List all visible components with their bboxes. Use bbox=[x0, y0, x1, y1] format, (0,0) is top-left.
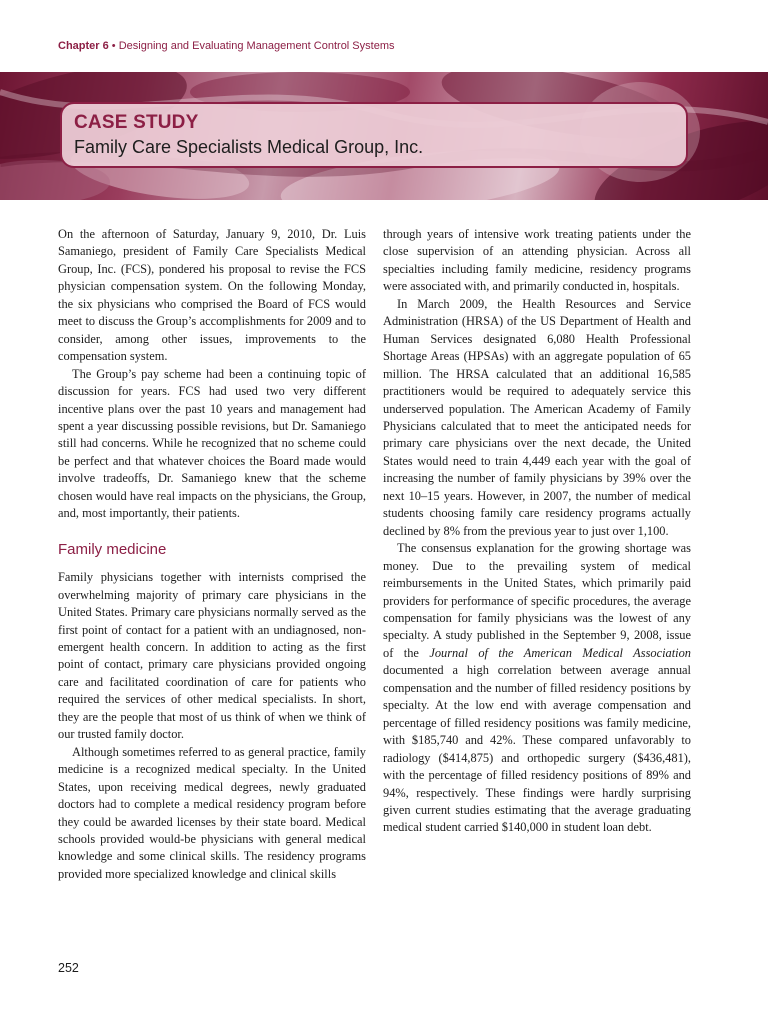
left-column bbox=[58, 226, 366, 883]
paragraph: The Group’s pay scheme had been a continuing topic of discussion for years. FCS had used two very different incentive plans over the past 10 years and management had spent a year discussing possible revisions, but Dr. Samaniego still had concerns. While he recognized that no scheme could be perfect and that whatever choices the Board made would involve tradeoffs, Dr. Samaniego knew that the scheme chosen would have real impacts on the physicians, the Group, and, most importantly, their patients. bbox=[58, 366, 366, 521]
paragraph: In March 2009, the Health Resources and Service Administration (HRSA) of the US Department of Health and Human Services designated 6,080 Health Professional Shortage Areas (HPSAs) with an aggregate population of 65 million. The HRSA calculated that an additional 16,585 practitioners would be required to adequately service this underserved population. The American Academy of Family Physicians calculated that to meet the anticipated needs for primary care physicians over the next decade, the United States would need to train 4,449 each year with the goal of increasing the number of family physicians by 39% over the next 10–15 years. However, in 2007, the number of medical students choosing family care residency programs actually declined by 8% from the previous year to just over 1,100. bbox=[383, 296, 691, 538]
paragraph: Although sometimes referred to as general practice, family medicine is a recognized medical specialty. In the United States, upon receiving medical degrees, newly graduated doctors had to complete a medical residency program before they could be awarded licenses by their state board. Medical schools provided would-be physicians with general medical knowledge and some clinical skills. The residency programs provided more specialized knowledge and clinical skills bbox=[58, 744, 366, 881]
chapter-title: Designing and Evaluating Management Control Systems bbox=[118, 40, 395, 52]
running-head bbox=[58, 40, 394, 52]
paragraph: through years of intensive work treating patients under the close supervision of an attending physician. Across all specialties including family medicine, residency programs were associated with, and primarily conducted in, hospitals. bbox=[383, 227, 691, 294]
section-heading: Family medicine bbox=[58, 540, 167, 558]
journal-title: Journal of the American Medical Association bbox=[429, 645, 692, 660]
paragraph: On the afternoon of Saturday, January 9, 2010, Dr. Luis Samaniego, president of Family Care Specialists Medical Group, Inc. (FCS), pondered his proposal to revise the FCS physician compensation system. On the following Monday, the six physicians who comprised the Board of FCS would meet to discuss the Group’s accomplishments for 2009 and to consider, among other issues, improvements to the compensation system. bbox=[58, 227, 366, 364]
paragraph bbox=[383, 540, 691, 837]
right-column bbox=[383, 226, 691, 837]
paragraph-text: documented a high correlation between average annual compensation and the number of filled residency positions by specialty. At the low end with average compensation and percentage of filled residency positions was family medicine, with $185,740 and 42%. These compared unfavorably to radiology ($414,875) and orthopedic surgery ($436,481), with the percentage of filled residency positions of 89% and 94%, respectively. These findings were hardly surprising given current studies estimating that the average graduating medical student carried $140,000 in student loan debt. bbox=[383, 663, 691, 835]
running-head-separator: • bbox=[108, 40, 119, 52]
paragraph-text: The consensus explanation for the growing shortage was money. Due to the prevailing system of medical reimbursements in the United States, which primarily paid providers for performance of specific procedures, the average compensation for family physicians was the lowest of any specialty. A study published in the September 9, 2008, issue of the bbox=[383, 541, 691, 660]
chapter-number: Chapter 6 bbox=[58, 40, 109, 52]
paragraph: Family physicians together with internists comprised the overwhelming majority of primary care physicians in the United States. Primary care physicians normally served as the first point of contact for a patient with an undiagnosed, non-emergent health concern. In addition to acting as the first point of contact, primary care physicians provided ongoing care and facilitated coordination of care for patients who required the services of other medical specialists. In short, they are the people that most of us think of when we think of our trusted family doctor. bbox=[58, 570, 366, 742]
page-number: 252 bbox=[58, 961, 79, 975]
case-study-label: CASE STUDY bbox=[74, 112, 199, 133]
case-study-title: Family Care Specialists Medical Group, Inc. bbox=[74, 137, 424, 157]
